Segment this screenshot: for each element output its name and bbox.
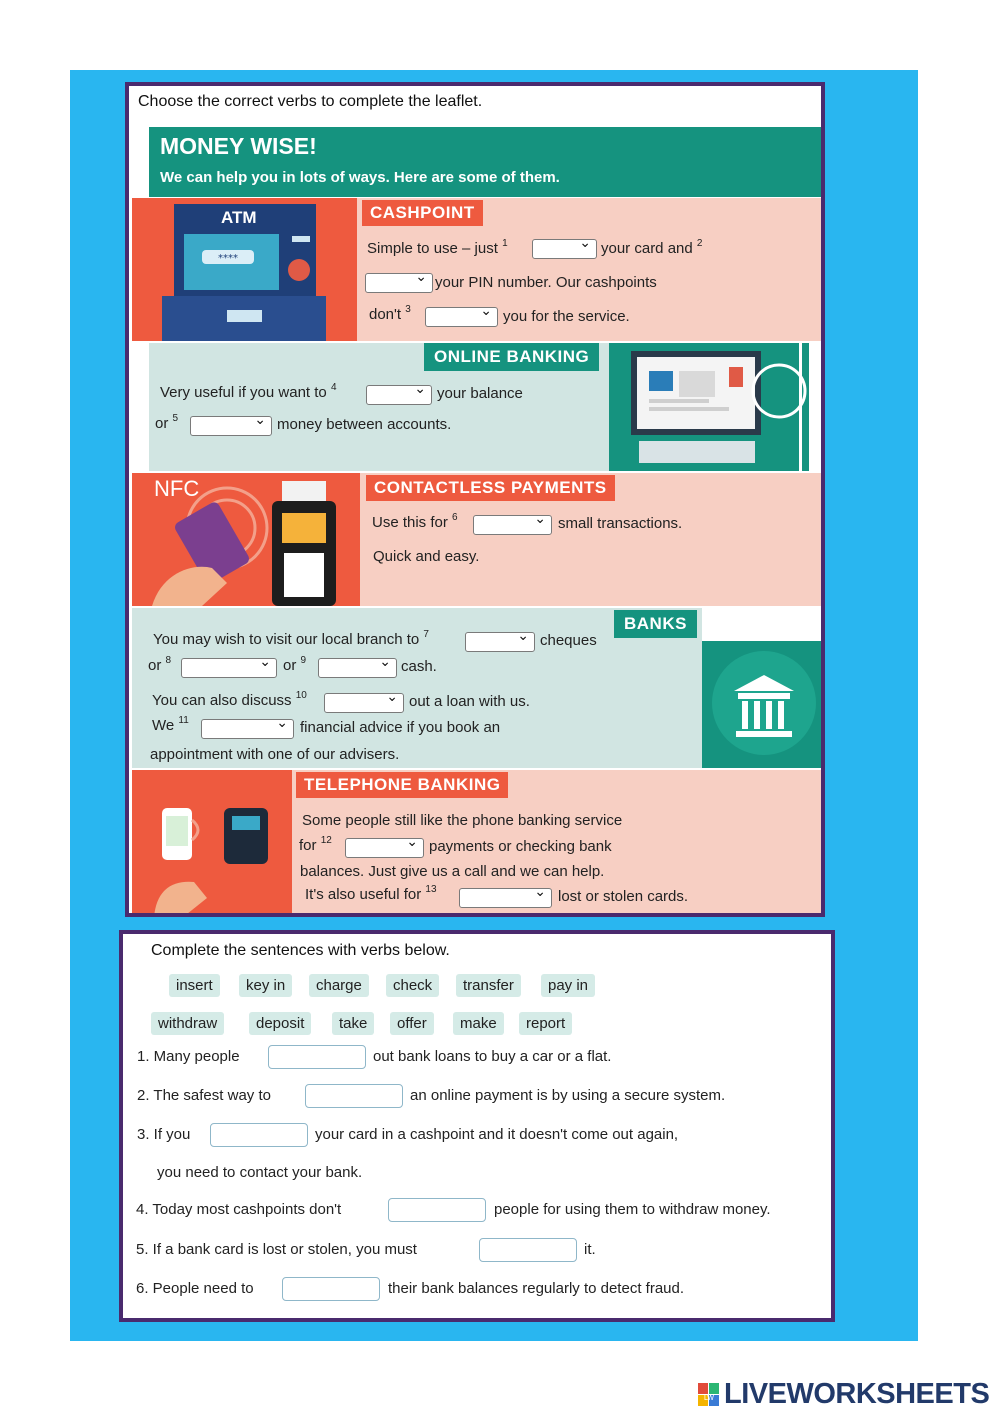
select-13[interactable]	[459, 888, 552, 908]
telephone-line4a: It's also useful for $^{13}$	[305, 884, 437, 903]
leaflet-frame	[125, 82, 825, 917]
nfc-illustration	[132, 473, 360, 606]
online-illustration	[609, 343, 809, 471]
banks-line3a: You can also discuss $^{10}$	[152, 690, 307, 709]
select-6[interactable]	[473, 515, 552, 535]
contactless-line1b: small transactions.	[558, 515, 683, 532]
cashpoint-line3b: you for the service.	[503, 308, 630, 325]
select-12[interactable]	[345, 838, 424, 858]
sentence-2-start: 2. The safest way to	[137, 1087, 271, 1104]
sentence-6-end: their bank balances regularly to detect fraud.	[388, 1280, 685, 1297]
cashpoint-line1a: Simple to use – just $^1$	[367, 238, 508, 257]
select-1[interactable]	[532, 239, 597, 259]
leaflet-title: MONEY WISE!	[160, 133, 317, 159]
telephone-heading: TELEPHONE BANKING	[296, 772, 508, 798]
verb-chip: key in	[239, 974, 292, 997]
telephone-line3: balances. Just give us a call and we can help.	[300, 863, 605, 880]
sentence-5-start: 5. If a bank card is lost or stolen, you must	[136, 1241, 417, 1258]
liveworksheets-logo[interactable]: LIVEWORKSHEETS	[724, 1378, 990, 1410]
banks-line3b: out a loan with us.	[409, 693, 530, 710]
atm-label: ATM	[221, 208, 257, 227]
banks-line1a: You may wish to visit our local branch to $^7$	[153, 629, 429, 648]
online-line2a: or $^5$	[155, 413, 179, 432]
answer-input-2[interactable]	[305, 1084, 403, 1108]
banks-illustration	[702, 641, 825, 768]
answer-input-1[interactable]	[268, 1045, 366, 1069]
cashpoint-line1b: your card and $^2$	[601, 238, 703, 257]
contactless-line1a: Use this for $^6$	[372, 512, 458, 531]
cashpoint-heading: CASHPOINT	[362, 200, 483, 226]
select-4[interactable]	[366, 385, 432, 405]
select-10[interactable]	[324, 693, 404, 713]
contactless-heading: CONTACTLESS PAYMENTS	[366, 475, 615, 501]
verb-chip: withdraw	[151, 1012, 224, 1035]
verb-chip: check	[386, 974, 439, 997]
banks-line2b: or $^9$	[283, 655, 307, 674]
verb-chip: take	[332, 1012, 374, 1035]
online-line2b: money between accounts.	[277, 416, 452, 433]
leaflet-subtitle: We can help you in lots of ways. Here are some of them.	[160, 169, 560, 186]
verb-chip: transfer	[456, 974, 521, 997]
sentence-4-end: people for using them to withdraw money.	[494, 1201, 771, 1218]
sentence-3-end: your card in a cashpoint and it doesn't come out again,	[315, 1126, 679, 1143]
sentence-6-start: 6. People need to	[136, 1280, 254, 1297]
banks-line2a: or $^8$	[148, 655, 172, 674]
sentence-1-end: out bank loans to buy a car or a flat.	[373, 1048, 612, 1065]
verb-chip: make	[453, 1012, 504, 1035]
atm-screen-text: ****	[218, 253, 238, 264]
exercise-frame	[119, 930, 835, 1322]
verb-chip: insert	[169, 974, 220, 997]
exercise-instruction: Complete the sentences with verbs below.	[151, 942, 450, 959]
atm-illustration	[132, 198, 357, 341]
telephone-line1: Some people still like the phone banking service	[302, 812, 623, 829]
online-heading: ONLINE BANKING	[424, 343, 599, 371]
sentence-2-end: an online payment is by using a secure system.	[410, 1087, 726, 1104]
sentence-3-continued: you need to contact your bank.	[157, 1164, 363, 1181]
verb-chip: offer	[390, 1012, 434, 1035]
verb-chip: pay in	[541, 974, 595, 997]
banks-line2c: cash.	[401, 658, 437, 675]
select-11[interactable]	[201, 719, 294, 739]
telephone-line2a: for $^{12}$	[299, 835, 332, 854]
bank-building-icon	[702, 641, 825, 768]
verb-chip: report	[519, 1012, 572, 1035]
online-line1b: your balance	[437, 385, 523, 402]
laptop-icon	[609, 343, 809, 471]
banks-line1b: cheques	[540, 632, 597, 649]
online-line1a: Very useful if you want to $^4$	[160, 382, 337, 401]
sentence-4-start: 4. Today most cashpoints don't	[136, 1201, 342, 1218]
cashpoint-line2: your PIN number. Our cashpoints	[435, 274, 657, 291]
cashpoint-line3a: don't $^3$	[369, 304, 411, 323]
banks-line4a: We $^{11}$	[152, 715, 189, 734]
title-band	[149, 127, 825, 197]
sentence-5-end: it.	[584, 1241, 596, 1258]
phone-illustration	[132, 770, 292, 917]
leaflet-instruction: Choose the correct verbs to complete the leaflet.	[138, 93, 483, 110]
select-5[interactable]	[190, 416, 272, 436]
sentence-1-start: 1. Many people	[137, 1048, 240, 1065]
verb-chip: deposit	[249, 1012, 311, 1035]
logo-mark-text: LW	[703, 1394, 715, 1402]
contactless-line2: Quick and easy.	[373, 548, 480, 565]
select-9[interactable]	[318, 658, 397, 678]
banks-line5: appointment with one of our advisers.	[150, 746, 400, 763]
answer-input-3[interactable]	[210, 1123, 308, 1147]
banks-line4b: financial advice if you book an	[300, 719, 501, 736]
answer-input-4[interactable]	[388, 1198, 486, 1222]
select-2[interactable]	[365, 273, 433, 293]
telephone-line4b: lost or stolen cards.	[558, 888, 689, 905]
telephone-line2b: payments or checking bank	[429, 838, 612, 855]
verb-chip: charge	[309, 974, 369, 997]
nfc-label: NFC	[154, 476, 200, 501]
select-8[interactable]	[181, 658, 277, 678]
banks-heading: BANKS	[614, 610, 697, 638]
phone-payment-icon	[132, 770, 292, 917]
sentence-3-start: 3. If you	[137, 1126, 191, 1143]
liveworksheets-logo-icon	[698, 1383, 720, 1407]
select-7[interactable]	[465, 632, 535, 652]
answer-input-5[interactable]	[479, 1238, 577, 1262]
answer-input-6[interactable]	[282, 1277, 380, 1301]
select-3[interactable]	[425, 307, 498, 327]
